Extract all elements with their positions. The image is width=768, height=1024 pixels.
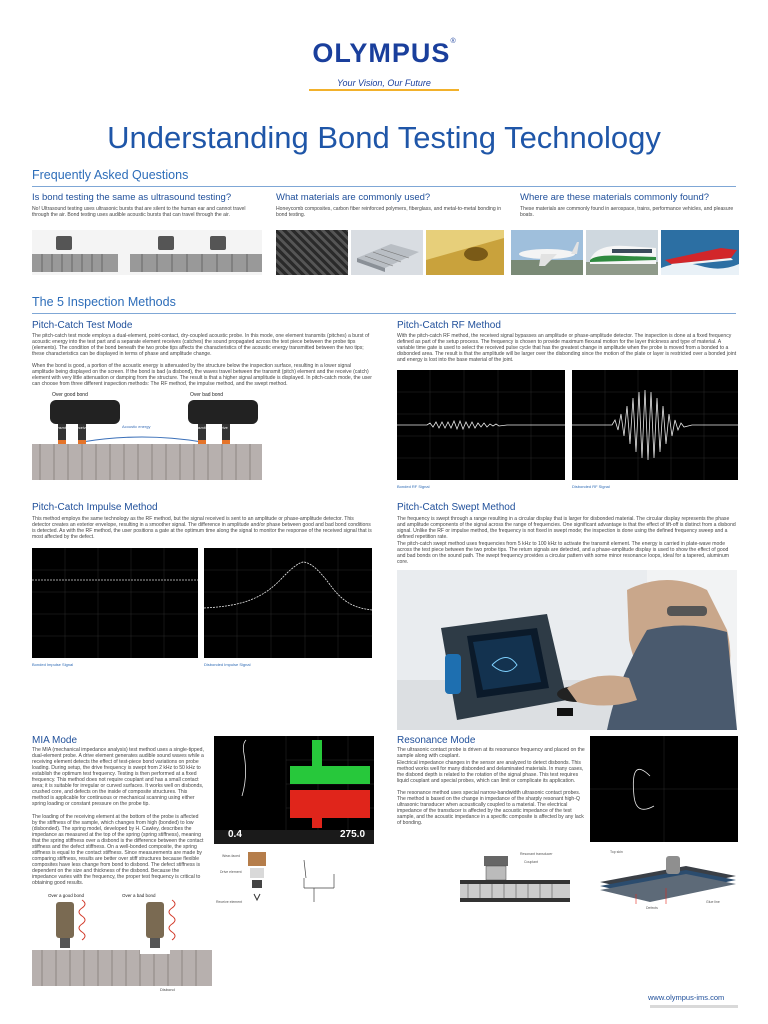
- label-over-good-bond: Over good bond: [52, 392, 88, 398]
- faq-question-2: What materials are commonly used?: [276, 192, 431, 203]
- label-receive-left: Receive: [74, 426, 88, 430]
- bonded-rf-caption: Bonded RF Signal: [397, 484, 430, 489]
- faq-heading: Frequently Asked Questions: [32, 168, 189, 182]
- bonded-impulse-scope: [32, 548, 198, 658]
- resonance-transducer-diagram: [460, 850, 570, 910]
- faq-item-2: [276, 192, 506, 218]
- airplane-photo: [511, 230, 583, 275]
- pitch-catch-para-2: When the bond is good, a portion of the acoustic energy is attenuated by the structure below the inspection surface, resulting in a lower signal amplitude being displayed on the screen. If the bond is bad (a disbond), the waves travel between the transmit (pitch) element and the receive (catch) element with very little attenuation or damping from the structure. The result is that a higher signal amplitude is displayed. In pitch-catch mode, the user can choose from three different inspection methods: The RF method, the impulse method, and the swept method.: [32, 363, 372, 387]
- faq-rule: [32, 186, 736, 187]
- mia-label-wear-face: Wear-faced: [222, 854, 241, 858]
- label-receive-right: Receive: [214, 426, 228, 430]
- operator-with-bond-tester-photo: [397, 570, 737, 730]
- mia-label-good-bond: Over a good bond: [48, 893, 85, 898]
- brand-wordmark: OLYMPUS: [312, 38, 451, 68]
- probe-comparison-illustration: [32, 230, 262, 275]
- disbonded-rf-caption: Disbonded RF Signal: [572, 484, 610, 489]
- swept-method-para-1: The frequency is swept through a range resulting in a circular display that is larger for disbonded material. The circular display represents the phase and amplitude components of the signal across the range of frequencies. One significant advantage is that the effect of lift-off is distinct from a disbond signal. Unlike the RF or impulse method, the frequency is not fixed in swept mode; the inspection is done using the defined frequency sweep and a defined repetition rate.: [397, 516, 736, 540]
- honeycomb-panel-photo: [351, 230, 423, 275]
- footer-fine-print: [650, 1005, 738, 1008]
- label-transmit-right: Transmit: [191, 426, 206, 430]
- tagline: [0, 78, 768, 88]
- resonance-label-glue-line: Glue line: [706, 900, 720, 904]
- inspection-rule: [32, 313, 736, 314]
- faq-question-1: Is bond testing the same as ultrasound testing?: [32, 192, 232, 203]
- mia-label-drive-element: Drive element: [220, 870, 242, 874]
- rf-method-title: Pitch-Catch RF Method: [397, 320, 501, 331]
- mia-mode-para-1: The MIA (mechanical impedance analysis) test method uses a single-tipped, dual-element probe. A drive element generates audible sound waves while a receiving element detects the effect of test-piece bond variations on probe loading. During setup, the drive frequency is swept from 2 kHz to 50 kHz to establish the optimum test frequency. Testing is then performed at a fixed frequency. This method does not require couplant and has a small contact area; it is suitable for irregular or curved surfaces. It works well on disbonds, crushed core, and defects on the inside of composite structures. This method is applicable for continuous or mechanical scanning using either spring loading or constant pressure on the probe tip.: [32, 747, 204, 807]
- fiberglass-panel-photo: [426, 230, 504, 275]
- swept-method-title: Pitch-Catch Swept Method: [397, 502, 516, 513]
- swept-method-para-2: The pitch-catch swept method uses frequencies from 5 kHz to 100 kHz to activate the transmit element. The energy is carried in plate-wave mode across the test piece between the two probe tips. The return signals are detected, and a phase-amplitude display is used to show the effect of good and bad bonds on the sound path. The swept frequency provides a circular pattern with some minor resonance loops, ideal for a tapered, aluminum core.: [397, 541, 730, 565]
- resonance-scope-display: [590, 736, 738, 842]
- resonance-label-defects: Defects: [646, 906, 658, 910]
- impulse-method-text: This method employs the same technology as the RF method, but the signal received is sent to an amplitude or phase-amplitude detector. This detector creates an exterior envelope, resulting in a smoother signal. The difference in amplitude and/or phase between good and bad bond conditions is detected. As with the RF method, the user positions a gate at the optimum time along the signal to monitor the response of the received signal that is most affected by the defect.: [32, 516, 372, 540]
- mia-label-bad-bond: Over a bad bond: [122, 893, 156, 898]
- train-photo: [586, 230, 658, 275]
- bonded-impulse-caption: Bonded Impulse Signal: [32, 662, 74, 667]
- pitch-catch-para-1: The pitch-catch test mode employs a dual-element, point-contact, dry-coupled acoustic probe. In this mode, one element transmits (pitches) a burst of acoustic energy into the test part and a separate element receives (catches) the sound propagated across the test piece between the probe tips (elements). The condition of the bond beneath the two probe tips affects the characteristics of the acoustic energy transmitted between the two tips; these characteristics can be displayed in terms of phase and amplitude change.: [32, 333, 370, 357]
- resonance-mode-title: Resonance Mode: [397, 735, 476, 746]
- mia-probe-diagram: [32, 890, 212, 994]
- mia-label-disbond: Disbond: [160, 987, 175, 992]
- tagline-underline: [309, 89, 459, 91]
- resonance-label-transducer: Resonant transducer: [520, 852, 553, 856]
- speed-boat-photo: [661, 230, 739, 275]
- mia-mode-title: MIA Mode: [32, 735, 78, 746]
- label-over-bad-bond: Over bad bond: [190, 392, 224, 398]
- mia-readout-left: 0.4: [228, 829, 242, 840]
- resonance-label-couplant: Couplant: [524, 860, 539, 864]
- carbon-fiber-photo: [276, 230, 348, 275]
- mia-label-receive-element: Receive element: [216, 900, 243, 904]
- olympus-logo: OLYMPUS®: [312, 38, 456, 68]
- pitch-catch-diagram: [32, 388, 262, 480]
- tagline-text: Your Vision, Our Future: [337, 78, 431, 88]
- faq-item-1: [32, 192, 262, 218]
- page-title: Understanding Bond Testing Technology: [107, 120, 661, 155]
- label-transmit-left: Transmit: [52, 426, 67, 430]
- disbonded-rf-scope: [572, 370, 738, 480]
- disbonded-impulse-caption: Disbonded Impulse Signal: [204, 662, 251, 667]
- faq-question-3: Where are these materials commonly found?: [520, 192, 710, 203]
- disbonded-impulse-scope: [204, 548, 372, 658]
- faq-answer-3: These materials are commonly found in aerospace, trains, performance vehicles, and pleasure boats.: [520, 206, 734, 218]
- rf-method-text: With the pitch-catch RF method, the received signal bypasses an amplitude or phase-amplitude detector. The inspection is done at a fixed frequency defined as part of the setup process. The frequency is chosen to provide maximum flexural motion for the layer thickness and type of material. A variable time gate is used to select the received pulse cycle that has the greatest change in amplitude when the probe is moved from a bonded to a disbonded area. The result is that the amplitude will be larger over the disbonding since the motion of the plate or layer is restricted over a bonded joint and energy is lost into the base material of the joint.: [397, 333, 737, 363]
- mia-mode-para-2: The loading of the receiving element at the bottom of the probe is affected by the stiffness of the sample, which changes from high (bonded) to low (disbonded). The spring model, developed by H. Cawley, describes the impedance as measured at the top of the spring (spring stiffness), meaning that the spring stiffness over a disbond is the difference between the contact stiffness and the defect stiffness. On a well-bonded composite, the spring stiffness is equal to the contact stiffness. Since measurements are made by comparing stiffness, results are better over stiff structures because flexible composites have less change from bond to disbond. The defect stiffness is dependent on the size and thickness of the disbond. Because the impedance varies with the frequency, the proper test frequency is critical to obtaining good results.: [32, 814, 204, 886]
- faq-answer-2: Honeycomb composites, carbon fiber reinforced polymers, fiberglass, and metal-to-metal bonding in bond testing.: [276, 206, 502, 218]
- pitch-catch-title: Pitch-Catch Test Mode: [32, 320, 133, 331]
- bonded-rf-scope: [397, 370, 565, 480]
- resonance-para-2: Electrical impedance changes in the sensor are analyzed to detect disbonds. This method works well for many disbonded and delaminated materials. In many cases, the disbond depth is related to the rotation of the signal phase. This test requires liquid couplant and special probes, which can limit or complicate its application.: [397, 760, 584, 784]
- mia-readout-right: 275.0: [340, 829, 366, 840]
- inspection-heading: The 5 Inspection Methods: [32, 295, 176, 309]
- impulse-method-title: Pitch-Catch Impulse Method: [32, 502, 158, 513]
- mia-scope-display: [214, 736, 374, 844]
- faq-item-3: [520, 192, 740, 218]
- resonance-label-top-skin: Top skin: [610, 850, 623, 854]
- label-acoustic-energy: Acoustic energy: [122, 424, 151, 429]
- footer-url[interactable]: www.olympus-ims.com: [648, 993, 725, 1002]
- resonance-para-1: The ultrasonic contact probe is driven at its resonance frequency and placed on the sample along with couplant.: [397, 747, 585, 759]
- faq-answer-1: No! Ultrasound testing uses ultrasonic bursts that are silent to the human ear and cannot travel through the air. Bond testing uses audible acoustic bursts that can travel through the air.: [32, 206, 246, 218]
- resonance-para-3: The resonance method uses special narrow-bandwidth ultrasonic contact probes. The method is based on the change in impedance of the sharply resonant high-Q ultrasonic transducer when acoustically coupled to a material. The electrical impedance of the transducer is affected by the acoustic impedance of the test sample, and the acoustic impedance in a specific composite is affected by any lack of bonding.: [397, 790, 584, 826]
